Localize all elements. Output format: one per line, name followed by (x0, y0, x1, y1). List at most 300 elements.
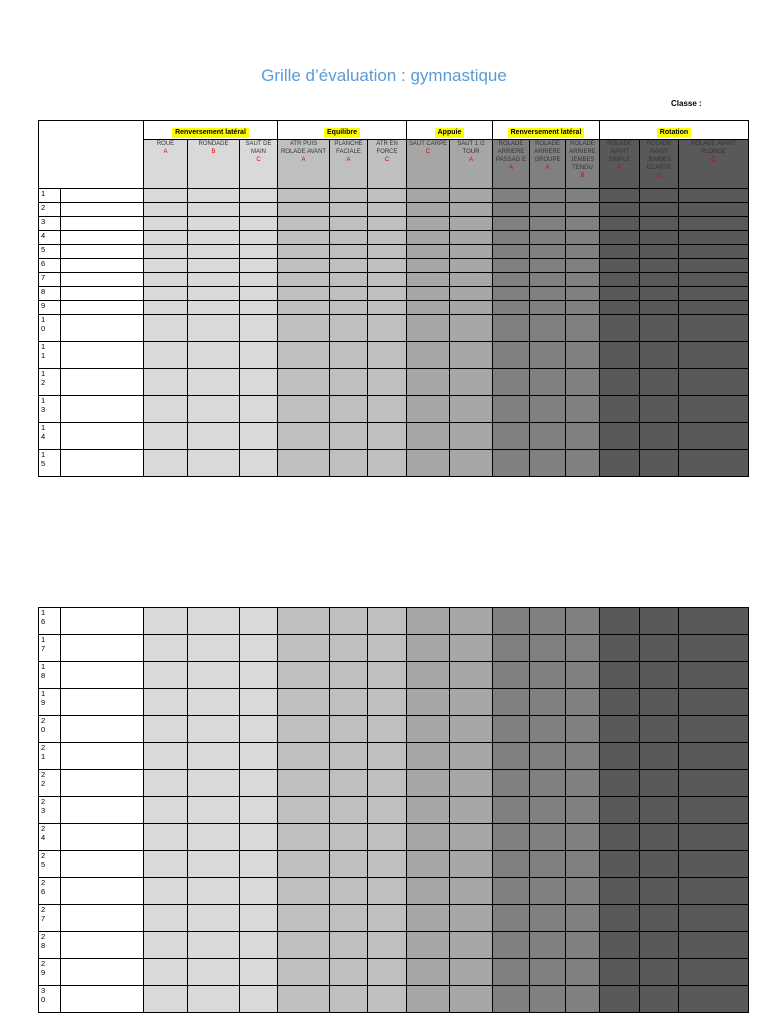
score-cell[interactable] (368, 608, 407, 635)
score-cell[interactable] (330, 797, 368, 824)
score-cell[interactable] (240, 231, 278, 245)
score-cell[interactable] (493, 301, 530, 315)
score-cell[interactable] (566, 689, 600, 716)
score-cell[interactable] (566, 959, 600, 986)
score-cell[interactable] (407, 689, 450, 716)
score-cell[interactable] (330, 189, 368, 203)
score-cell[interactable] (600, 245, 640, 259)
score-cell[interactable] (450, 797, 493, 824)
score-cell[interactable] (679, 932, 749, 959)
score-cell[interactable] (566, 217, 600, 231)
score-cell[interactable] (530, 245, 566, 259)
score-cell[interactable] (407, 369, 450, 396)
score-cell[interactable] (278, 932, 330, 959)
score-cell[interactable] (407, 287, 450, 301)
score-cell[interactable] (240, 743, 278, 770)
score-cell[interactable] (493, 878, 530, 905)
score-cell[interactable] (330, 396, 368, 423)
score-cell[interactable] (450, 450, 493, 477)
student-name-cell[interactable] (61, 959, 144, 986)
score-cell[interactable] (407, 905, 450, 932)
score-cell[interactable] (600, 423, 640, 450)
score-cell[interactable] (407, 203, 450, 217)
score-cell[interactable] (330, 342, 368, 369)
score-cell[interactable] (450, 986, 493, 1013)
score-cell[interactable] (144, 743, 188, 770)
score-cell[interactable] (240, 716, 278, 743)
score-cell[interactable] (566, 369, 600, 396)
score-cell[interactable] (368, 423, 407, 450)
score-cell[interactable] (566, 287, 600, 301)
score-cell[interactable] (640, 342, 679, 369)
score-cell[interactable] (679, 301, 749, 315)
score-cell[interactable] (679, 689, 749, 716)
score-cell[interactable] (330, 689, 368, 716)
score-cell[interactable] (679, 342, 749, 369)
score-cell[interactable] (493, 743, 530, 770)
score-cell[interactable] (450, 905, 493, 932)
score-cell[interactable] (530, 423, 566, 450)
score-cell[interactable] (330, 301, 368, 315)
score-cell[interactable] (450, 342, 493, 369)
score-cell[interactable] (566, 716, 600, 743)
score-cell[interactable] (407, 635, 450, 662)
score-cell[interactable] (530, 797, 566, 824)
score-cell[interactable] (188, 231, 240, 245)
score-cell[interactable] (679, 369, 749, 396)
score-cell[interactable] (640, 986, 679, 1013)
score-cell[interactable] (640, 770, 679, 797)
score-cell[interactable] (530, 905, 566, 932)
score-cell[interactable] (188, 217, 240, 231)
score-cell[interactable] (566, 315, 600, 342)
score-cell[interactable] (600, 231, 640, 245)
score-cell[interactable] (679, 770, 749, 797)
score-cell[interactable] (278, 905, 330, 932)
score-cell[interactable] (240, 450, 278, 477)
score-cell[interactable] (566, 273, 600, 287)
score-cell[interactable] (600, 396, 640, 423)
score-cell[interactable] (493, 259, 530, 273)
score-cell[interactable] (144, 273, 188, 287)
score-cell[interactable] (640, 689, 679, 716)
score-cell[interactable] (640, 287, 679, 301)
score-cell[interactable] (679, 986, 749, 1013)
score-cell[interactable] (278, 986, 330, 1013)
score-cell[interactable] (368, 662, 407, 689)
score-cell[interactable] (330, 932, 368, 959)
score-cell[interactable] (450, 959, 493, 986)
score-cell[interactable] (144, 189, 188, 203)
score-cell[interactable] (188, 396, 240, 423)
score-cell[interactable] (679, 217, 749, 231)
score-cell[interactable] (240, 423, 278, 450)
score-cell[interactable] (493, 342, 530, 369)
score-cell[interactable] (450, 851, 493, 878)
student-name-cell[interactable] (61, 342, 144, 369)
score-cell[interactable] (493, 189, 530, 203)
score-cell[interactable] (493, 851, 530, 878)
score-cell[interactable] (240, 245, 278, 259)
student-name-cell[interactable] (61, 396, 144, 423)
score-cell[interactable] (368, 189, 407, 203)
score-cell[interactable] (640, 905, 679, 932)
score-cell[interactable] (188, 905, 240, 932)
score-cell[interactable] (144, 315, 188, 342)
score-cell[interactable] (640, 396, 679, 423)
score-cell[interactable] (407, 851, 450, 878)
score-cell[interactable] (566, 231, 600, 245)
score-cell[interactable] (493, 203, 530, 217)
score-cell[interactable] (407, 770, 450, 797)
student-name-cell[interactable] (61, 245, 144, 259)
student-name-cell[interactable] (61, 689, 144, 716)
score-cell[interactable] (330, 245, 368, 259)
score-cell[interactable] (278, 959, 330, 986)
score-cell[interactable] (566, 301, 600, 315)
score-cell[interactable] (240, 287, 278, 301)
score-cell[interactable] (640, 231, 679, 245)
score-cell[interactable] (144, 217, 188, 231)
score-cell[interactable] (679, 231, 749, 245)
student-name-cell[interactable] (61, 662, 144, 689)
score-cell[interactable] (144, 824, 188, 851)
score-cell[interactable] (640, 635, 679, 662)
score-cell[interactable] (407, 245, 450, 259)
score-cell[interactable] (330, 608, 368, 635)
score-cell[interactable] (640, 189, 679, 203)
score-cell[interactable] (493, 689, 530, 716)
score-cell[interactable] (368, 797, 407, 824)
student-name-cell[interactable] (61, 259, 144, 273)
score-cell[interactable] (188, 369, 240, 396)
score-cell[interactable] (566, 245, 600, 259)
score-cell[interactable] (188, 203, 240, 217)
score-cell[interactable] (278, 824, 330, 851)
score-cell[interactable] (566, 450, 600, 477)
score-cell[interactable] (600, 959, 640, 986)
score-cell[interactable] (493, 608, 530, 635)
score-cell[interactable] (278, 878, 330, 905)
score-cell[interactable] (240, 770, 278, 797)
score-cell[interactable] (450, 716, 493, 743)
score-cell[interactable] (368, 396, 407, 423)
score-cell[interactable] (679, 824, 749, 851)
score-cell[interactable] (278, 608, 330, 635)
score-cell[interactable] (640, 423, 679, 450)
score-cell[interactable] (330, 905, 368, 932)
score-cell[interactable] (493, 662, 530, 689)
score-cell[interactable] (278, 450, 330, 477)
score-cell[interactable] (493, 824, 530, 851)
score-cell[interactable] (530, 342, 566, 369)
score-cell[interactable] (144, 396, 188, 423)
score-cell[interactable] (493, 716, 530, 743)
score-cell[interactable] (493, 217, 530, 231)
score-cell[interactable] (368, 245, 407, 259)
score-cell[interactable] (240, 369, 278, 396)
student-name-cell[interactable] (61, 273, 144, 287)
score-cell[interactable] (679, 423, 749, 450)
score-cell[interactable] (188, 259, 240, 273)
score-cell[interactable] (493, 396, 530, 423)
score-cell[interactable] (368, 743, 407, 770)
score-cell[interactable] (640, 851, 679, 878)
score-cell[interactable] (530, 369, 566, 396)
score-cell[interactable] (450, 217, 493, 231)
score-cell[interactable] (407, 743, 450, 770)
score-cell[interactable] (530, 217, 566, 231)
score-cell[interactable] (640, 245, 679, 259)
score-cell[interactable] (188, 608, 240, 635)
score-cell[interactable] (368, 689, 407, 716)
score-cell[interactable] (188, 878, 240, 905)
score-cell[interactable] (600, 342, 640, 369)
score-cell[interactable] (450, 743, 493, 770)
score-cell[interactable] (368, 986, 407, 1013)
score-cell[interactable] (493, 245, 530, 259)
score-cell[interactable] (188, 932, 240, 959)
score-cell[interactable] (144, 287, 188, 301)
score-cell[interactable] (640, 259, 679, 273)
score-cell[interactable] (188, 797, 240, 824)
score-cell[interactable] (240, 959, 278, 986)
score-cell[interactable] (188, 716, 240, 743)
score-cell[interactable] (144, 450, 188, 477)
student-name-cell[interactable] (61, 716, 144, 743)
score-cell[interactable] (240, 217, 278, 231)
score-cell[interactable] (407, 396, 450, 423)
score-cell[interactable] (450, 369, 493, 396)
score-cell[interactable] (566, 932, 600, 959)
score-cell[interactable] (640, 450, 679, 477)
score-cell[interactable] (368, 959, 407, 986)
score-cell[interactable] (188, 689, 240, 716)
score-cell[interactable] (407, 797, 450, 824)
score-cell[interactable] (530, 203, 566, 217)
score-cell[interactable] (407, 231, 450, 245)
score-cell[interactable] (600, 635, 640, 662)
score-cell[interactable] (566, 905, 600, 932)
score-cell[interactable] (407, 878, 450, 905)
score-cell[interactable] (407, 342, 450, 369)
score-cell[interactable] (450, 301, 493, 315)
score-cell[interactable] (144, 342, 188, 369)
score-cell[interactable] (493, 450, 530, 477)
score-cell[interactable] (600, 878, 640, 905)
score-cell[interactable] (144, 689, 188, 716)
score-cell[interactable] (240, 824, 278, 851)
score-cell[interactable] (278, 716, 330, 743)
score-cell[interactable] (640, 824, 679, 851)
student-name-cell[interactable] (61, 878, 144, 905)
score-cell[interactable] (278, 396, 330, 423)
score-cell[interactable] (407, 662, 450, 689)
score-cell[interactable] (493, 315, 530, 342)
score-cell[interactable] (330, 273, 368, 287)
score-cell[interactable] (450, 608, 493, 635)
score-cell[interactable] (679, 851, 749, 878)
score-cell[interactable] (144, 608, 188, 635)
score-cell[interactable] (278, 662, 330, 689)
score-cell[interactable] (566, 259, 600, 273)
score-cell[interactable] (330, 662, 368, 689)
score-cell[interactable] (450, 273, 493, 287)
score-cell[interactable] (368, 824, 407, 851)
score-cell[interactable] (566, 986, 600, 1013)
score-cell[interactable] (278, 231, 330, 245)
score-cell[interactable] (679, 905, 749, 932)
score-cell[interactable] (566, 608, 600, 635)
score-cell[interactable] (640, 716, 679, 743)
score-cell[interactable] (530, 231, 566, 245)
score-cell[interactable] (188, 770, 240, 797)
score-cell[interactable] (450, 245, 493, 259)
score-cell[interactable] (493, 287, 530, 301)
score-cell[interactable] (144, 231, 188, 245)
score-cell[interactable] (640, 878, 679, 905)
score-cell[interactable] (407, 824, 450, 851)
score-cell[interactable] (330, 959, 368, 986)
score-cell[interactable] (368, 315, 407, 342)
score-cell[interactable] (600, 315, 640, 342)
score-cell[interactable] (330, 878, 368, 905)
score-cell[interactable] (278, 797, 330, 824)
score-cell[interactable] (188, 273, 240, 287)
score-cell[interactable] (368, 259, 407, 273)
score-cell[interactable] (450, 423, 493, 450)
score-cell[interactable] (640, 743, 679, 770)
score-cell[interactable] (368, 635, 407, 662)
score-cell[interactable] (679, 878, 749, 905)
score-cell[interactable] (679, 287, 749, 301)
score-cell[interactable] (640, 608, 679, 635)
score-cell[interactable] (368, 231, 407, 245)
score-cell[interactable] (407, 259, 450, 273)
score-cell[interactable] (330, 203, 368, 217)
score-cell[interactable] (640, 217, 679, 231)
score-cell[interactable] (600, 287, 640, 301)
score-cell[interactable] (407, 217, 450, 231)
score-cell[interactable] (368, 287, 407, 301)
score-cell[interactable] (600, 851, 640, 878)
score-cell[interactable] (188, 315, 240, 342)
score-cell[interactable] (530, 878, 566, 905)
score-cell[interactable] (679, 203, 749, 217)
score-cell[interactable] (450, 635, 493, 662)
student-name-cell[interactable] (61, 770, 144, 797)
score-cell[interactable] (566, 878, 600, 905)
score-cell[interactable] (600, 932, 640, 959)
score-cell[interactable] (330, 743, 368, 770)
score-cell[interactable] (330, 231, 368, 245)
score-cell[interactable] (144, 905, 188, 932)
score-cell[interactable] (330, 450, 368, 477)
student-name-cell[interactable] (61, 203, 144, 217)
score-cell[interactable] (368, 851, 407, 878)
score-cell[interactable] (407, 423, 450, 450)
student-name-cell[interactable] (61, 635, 144, 662)
score-cell[interactable] (407, 273, 450, 287)
student-name-cell[interactable] (61, 932, 144, 959)
student-name-cell[interactable] (61, 287, 144, 301)
score-cell[interactable] (600, 743, 640, 770)
score-cell[interactable] (640, 273, 679, 287)
score-cell[interactable] (600, 797, 640, 824)
score-cell[interactable] (240, 608, 278, 635)
score-cell[interactable] (368, 770, 407, 797)
score-cell[interactable] (330, 423, 368, 450)
score-cell[interactable] (530, 635, 566, 662)
score-cell[interactable] (640, 662, 679, 689)
score-cell[interactable] (278, 770, 330, 797)
score-cell[interactable] (144, 716, 188, 743)
score-cell[interactable] (368, 932, 407, 959)
score-cell[interactable] (144, 770, 188, 797)
score-cell[interactable] (330, 635, 368, 662)
score-cell[interactable] (450, 231, 493, 245)
score-cell[interactable] (566, 797, 600, 824)
score-cell[interactable] (600, 273, 640, 287)
score-cell[interactable] (278, 635, 330, 662)
student-name-cell[interactable] (61, 231, 144, 245)
student-name-cell[interactable] (61, 986, 144, 1013)
student-name-cell[interactable] (61, 301, 144, 315)
score-cell[interactable] (493, 770, 530, 797)
score-cell[interactable] (240, 851, 278, 878)
score-cell[interactable] (493, 231, 530, 245)
score-cell[interactable] (407, 932, 450, 959)
score-cell[interactable] (530, 259, 566, 273)
student-name-cell[interactable] (61, 423, 144, 450)
score-cell[interactable] (144, 635, 188, 662)
score-cell[interactable] (368, 450, 407, 477)
score-cell[interactable] (450, 878, 493, 905)
score-cell[interactable] (188, 450, 240, 477)
score-cell[interactable] (240, 273, 278, 287)
score-cell[interactable] (144, 301, 188, 315)
score-cell[interactable] (144, 662, 188, 689)
score-cell[interactable] (188, 662, 240, 689)
score-cell[interactable] (600, 770, 640, 797)
score-cell[interactable] (450, 203, 493, 217)
score-cell[interactable] (240, 797, 278, 824)
score-cell[interactable] (188, 287, 240, 301)
score-cell[interactable] (368, 273, 407, 287)
score-cell[interactable] (144, 986, 188, 1013)
score-cell[interactable] (450, 689, 493, 716)
score-cell[interactable] (450, 824, 493, 851)
score-cell[interactable] (188, 301, 240, 315)
score-cell[interactable] (330, 716, 368, 743)
score-cell[interactable] (330, 259, 368, 273)
score-cell[interactable] (144, 423, 188, 450)
score-cell[interactable] (530, 986, 566, 1013)
score-cell[interactable] (530, 851, 566, 878)
score-cell[interactable] (530, 743, 566, 770)
score-cell[interactable] (407, 450, 450, 477)
score-cell[interactable] (450, 662, 493, 689)
score-cell[interactable] (368, 716, 407, 743)
student-name-cell[interactable] (61, 189, 144, 203)
score-cell[interactable] (530, 932, 566, 959)
score-cell[interactable] (566, 770, 600, 797)
score-cell[interactable] (240, 203, 278, 217)
score-cell[interactable] (493, 959, 530, 986)
score-cell[interactable] (330, 986, 368, 1013)
score-cell[interactable] (493, 905, 530, 932)
student-name-cell[interactable] (61, 851, 144, 878)
